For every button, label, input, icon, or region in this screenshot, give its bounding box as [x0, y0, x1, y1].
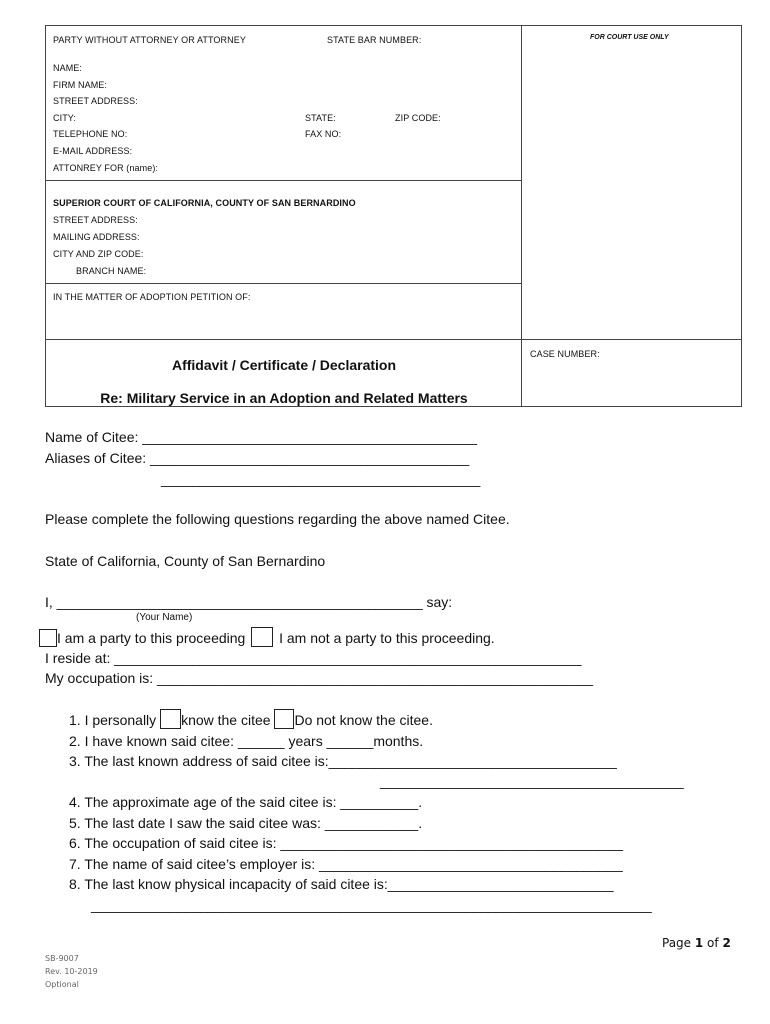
court-name: SUPERIOR COURT OF CALIFORNIA, COUNTY OF SAN BERNARDINO	[53, 198, 356, 208]
court-street-label: STREET ADDRESS:	[53, 215, 138, 225]
court-branch-label: BRANCH NAME:	[76, 266, 147, 276]
question-8[interactable]: 8. The last know physical incapacity of said citee is:_____________________________	[69, 876, 614, 892]
form-revision: Rev. 10-2019	[45, 967, 98, 976]
q1-label-c: Do not know the citee.	[294, 712, 433, 728]
page-of: of	[703, 936, 723, 950]
page-prefix: Page	[662, 936, 695, 950]
firm-label: FIRM NAME:	[53, 80, 107, 90]
question-7[interactable]: 7. The name of said citee’s employer is: _______________________________________	[69, 856, 623, 872]
page-number	[662, 936, 731, 950]
instructions: Please complete the following questions regarding the above named Citee.	[45, 511, 510, 527]
your-name-field[interactable]: I, _______________________________________________ say:	[45, 594, 453, 610]
court-city-label: CITY AND ZIP CODE:	[53, 249, 144, 259]
caption-box	[45, 25, 742, 407]
city-label: CITY:	[53, 113, 77, 123]
party-no-label: I am not a party to this proceeding.	[279, 630, 495, 646]
citee-name-field[interactable]: Name of Citee: ___________________________________________	[45, 429, 478, 445]
your-name-caption: (Your Name)	[136, 612, 193, 623]
reside-field[interactable]: I reside at: ____________________________________________________________	[45, 650, 582, 666]
state-label: STATE:	[305, 113, 336, 123]
q1-label-b: know the citee	[181, 712, 271, 728]
caption-rule-3	[45, 339, 742, 340]
party-label: PARTY WITHOUT ATTORNEY OR ATTORNEY	[53, 35, 246, 45]
question-8-line2[interactable]: ________________________________________________________________________	[91, 897, 652, 913]
page-current: 1	[694, 936, 704, 950]
question-3-line2[interactable]: _______________________________________	[380, 773, 684, 789]
zip-label: ZIP CODE:	[395, 113, 441, 123]
question-3[interactable]: 3. The last known address of said citee is:_____________________________________	[69, 753, 617, 769]
know-citee-checkbox[interactable]	[160, 709, 181, 729]
case-number-label: CASE NUMBER:	[530, 349, 600, 359]
question-4[interactable]: 4. The approximate age of the said citee is: __________.	[69, 794, 423, 810]
street-label: STREET ADDRESS:	[53, 96, 138, 106]
form-subtitle: Re: Military Service in an Adoption and Related Matters	[100, 390, 468, 406]
caption-divider	[521, 25, 522, 407]
form-id: SB-9007	[45, 954, 79, 963]
question-6[interactable]: 6. The occupation of said citee is: ____________________________________________	[69, 835, 624, 851]
party-yes-label: I am a party to this proceeding	[57, 630, 246, 646]
citee-aliases-line2[interactable]: _________________________________________	[161, 471, 481, 487]
matter-label: IN THE MATTER OF ADOPTION PETITION OF:	[53, 292, 251, 302]
question-2[interactable]: 2. I have known said citee: ______ years ______months.	[69, 733, 424, 749]
name-label: NAME:	[53, 63, 83, 73]
party-yes-checkbox[interactable]	[39, 629, 57, 647]
form-footer	[45, 952, 98, 991]
party-no-checkbox[interactable]	[251, 627, 273, 647]
not-know-citee-checkbox[interactable]	[274, 709, 294, 729]
court-mailing-label: MAILING ADDRESS:	[53, 232, 140, 242]
attorney-for-label: ATTONREY FOR (name):	[53, 163, 159, 173]
form-title: Affidavit / Certificate / Declaration	[171, 357, 397, 373]
state-county: State of California, County of San Bernardino	[45, 553, 326, 569]
form-optional: Optional	[45, 980, 79, 989]
question-1	[69, 709, 433, 729]
page-total: 2	[722, 936, 731, 950]
caption-rule-1	[45, 180, 522, 181]
occupation-field[interactable]: My occupation is: ________________________________________________________	[45, 670, 594, 686]
fax-label: FAX NO:	[305, 129, 342, 139]
state-bar-label: STATE BAR NUMBER:	[327, 35, 422, 45]
question-5[interactable]: 5. The last date I saw the said citee was: ____________.	[69, 815, 423, 831]
caption-rule-2	[45, 283, 522, 284]
phone-label: TELEPHONE NO:	[53, 129, 128, 139]
party-row	[39, 627, 495, 647]
court-use-label: FOR COURT USE ONLY	[590, 34, 669, 41]
q1-label-a: 1. I personally	[69, 712, 157, 728]
email-label: E-MAIL ADDRESS:	[53, 146, 133, 156]
citee-aliases-field[interactable]: Aliases of Citee: _________________________________________	[45, 450, 470, 466]
